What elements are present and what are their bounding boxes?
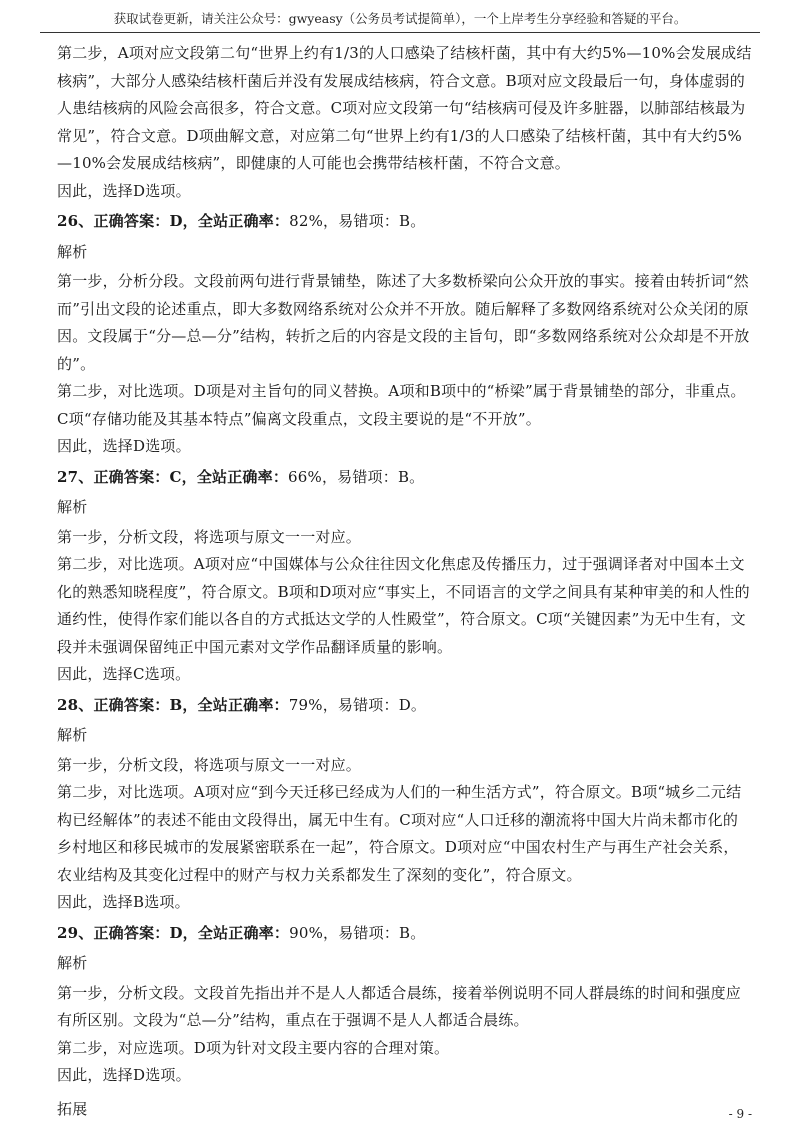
analysis-paragraph: 第二步，对比选项。A项对应“到今天迁移已经成为人们的一种生活方式”，符合原文。B项“城乡二元结构已经解体”的表述不能由文段得出，属无中生有。C项对应“人口迁移的潮流将中国大片尚未都市化的乡村地区和移民城市的发展紧密联系在一起”，符合原文。D项对应“中国农村生产与再生产社会关系，农业结构及其变化过程中的财产与权力关系都发生了深刻的变化”，符合原文。 (57, 783, 742, 884)
analysis-conclusion: 因此，选择C选项。 (57, 665, 191, 683)
answer-line-28: 28、正确答案：B，全站正确率：79%，易错项：D。 (57, 695, 427, 714)
analysis-label: 解析 (57, 498, 88, 516)
analysis-paragraph: 第一步，分析文段，将选项与原文一一对应。 (57, 527, 362, 546)
intro-conclusion: 因此，选择D选项。 (57, 181, 191, 200)
analysis-conclusion: 因此，选择D选项。 (57, 437, 191, 455)
analysis-label: 解析 (57, 726, 88, 744)
answer-line-26: 26、正确答案：D，全站正确率：82%，易错项：B。 (57, 212, 426, 230)
answer-line-27: 27、正确答案：C，全站正确率：66%，易错项：B。 (57, 467, 425, 486)
analysis-label: 解析 (57, 954, 88, 972)
analysis-paragraph: 第一步，分析分段。文段前两句进行背景铺垫，陈述了大多数桥梁向公众开放的事实。接着由转折词“然而”引出文段的论述重点，即大多数网络系统对公众并不开放。随后解释了多数网络系统对公众关闭的原因。文段属于“分—总—分”结构，转折之后的内容是文段的主旨句，即“多数网络系统对公众却是不开放的”。 (57, 272, 750, 373)
document-body (57, 40, 752, 1125)
page-header (40, 8, 760, 33)
analysis-label: 解析 (57, 242, 88, 261)
analysis-paragraph: 第一步，分析文段。文段首先指出并不是人人都适合晨练，接着举例说明不同人群晨练的时间和强度应有所区别。文段为“总—分”结构，重点在于强调不是人人都适合晨练。 (57, 983, 742, 1029)
analysis-paragraph: 第二步，对比选项。D项是对主旨句的同义替换。A项和B项中的“桥梁”属于背景铺垫的部分，非重点。C项“存储功能及其基本特点”偏离文段重点，文段主要说的是“不开放”。 (57, 382, 746, 428)
intro-paragraph: 第二步，A项对应文段第二句“世界上约有1/3的人口感染了结核杆菌，其中有大约5%—10%会发展成结核病”，大部分人感染结核杆菌后并没有发展成结核病，符合文意。B项对应文段最后一句，身体虚弱的人患结核病的风险会高很多，符合文意。C项对应文段第一句“结核病可侵及许多脏器，以肺部结核最为常见”，符合文意。D项曲解文意，对应第二句“世界上约有1/3的人口感染了结核杆菌，其中有大约5%—10%会发展成结核病”，即健康的人可能也会携带结核杆菌，不符合文意。 (57, 44, 752, 172)
analysis-conclusion: 因此，选择B选项。 (57, 893, 190, 911)
answer-line-29: 29、正确答案：D，全站正确率：90%，易错项：B。 (57, 923, 426, 942)
header-notice: 获取试卷更新，请关注公众号：gwyeasy（公务员考试提简单），一个上岸考生分享经验和答疑的平台。 (113, 11, 687, 26)
page-number: - 9 - (728, 1107, 752, 1121)
extension-label: 拓展 (57, 1099, 88, 1118)
analysis-conclusion: 因此，选择D选项。 (57, 1066, 191, 1084)
analysis-paragraph: 第二步，对比选项。A项对应“中国媒体与公众往往因文化焦虑及传播压力，过于强调译者对中国本土文化的熟悉知晓程度”，符合原文。B项和D项对应“事实上，不同语言的文学之间具有某种审美的和人性的通约性，使得作家们能以各自的方式抵达文学的人性殿堂”，符合原文。C项“关键因素”为无中生有，文段并未强调保留纯正中国元素对文学作品翻译质量的影响。 (57, 555, 750, 656)
analysis-paragraph: 第一步，分析文段，将选项与原文一一对应。 (57, 755, 362, 774)
analysis-paragraph: 第二步，对应选项。D项为针对文段主要内容的合理对策。 (57, 1038, 450, 1057)
